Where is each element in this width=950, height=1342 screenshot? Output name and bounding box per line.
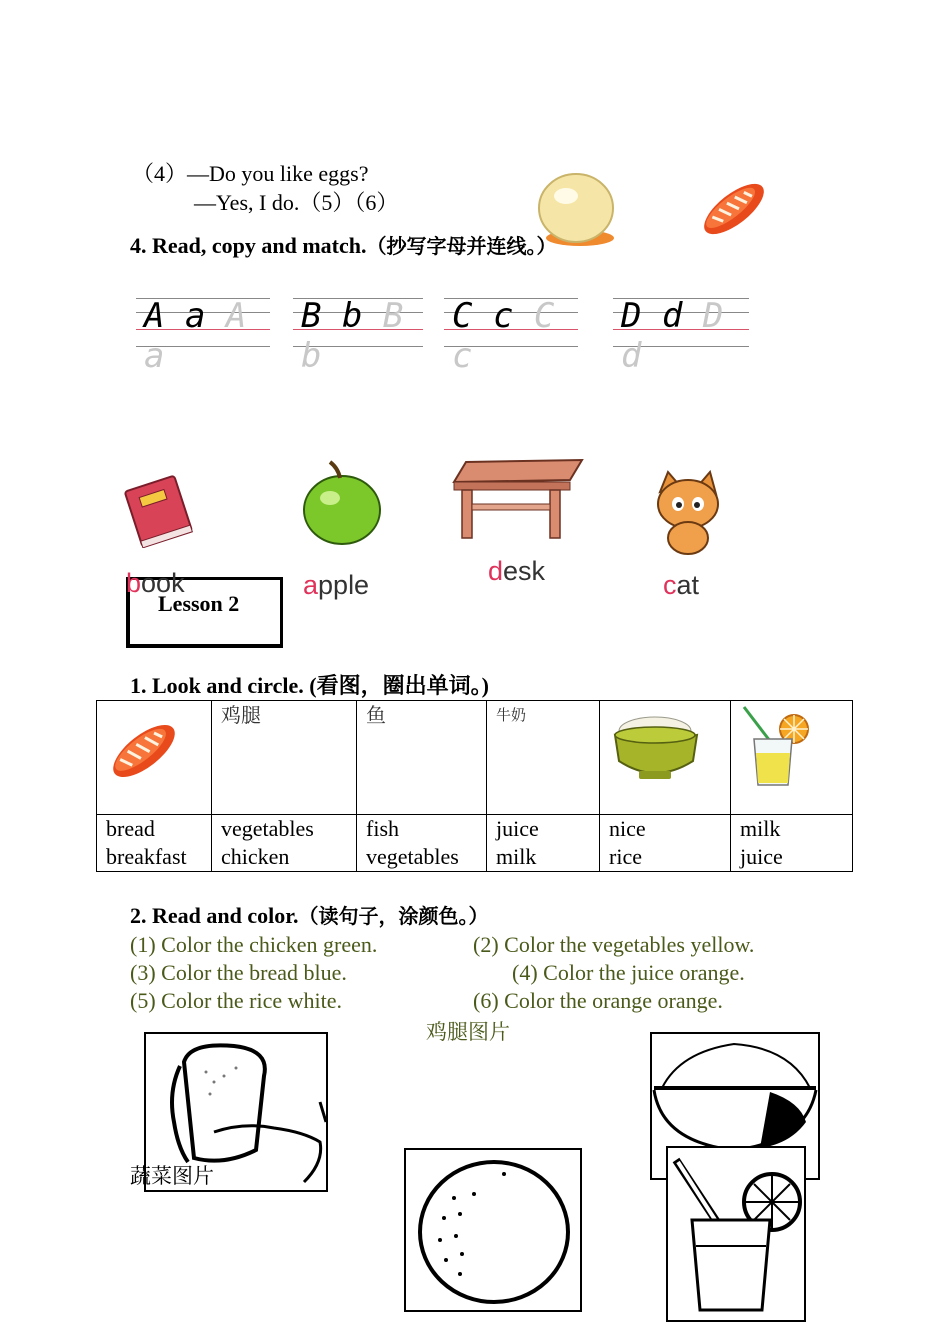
cat-icon — [650, 468, 728, 556]
option-vegetables[interactable]: vegetables — [366, 844, 459, 869]
sentence-5: (5) Color the rice white. — [130, 988, 342, 1013]
juice-glass-icon — [740, 703, 816, 789]
word-apple: apple — [303, 570, 370, 600]
bread-icon — [106, 715, 182, 787]
milk-cell: 牛奶 — [487, 701, 600, 815]
section2-title: 2. Read and color.（读句子，涂颜色。） — [130, 903, 489, 928]
word-desk: desk — [488, 556, 546, 586]
fish-cell: 鱼 — [357, 701, 487, 815]
copy-box-d[interactable]: D d D d — [613, 296, 749, 348]
rice-bowl-icon — [609, 705, 703, 789]
section4-title: 4. Read, copy and match.（抄写字母并连线。） — [130, 233, 557, 258]
sentence-1: (1) Color the chicken green. — [130, 932, 378, 957]
sentence-3: (3) Color the bread blue. — [130, 960, 347, 985]
option-vegetables[interactable]: vegetables — [221, 816, 314, 841]
copy-box-c[interactable]: C c C c — [444, 296, 578, 348]
chicken-placeholder: 鸡腿图片 — [426, 1020, 510, 1044]
option-breakfast[interactable]: breakfast — [106, 844, 187, 869]
options-cell-3 — [357, 815, 487, 872]
option-milk[interactable]: milk — [740, 816, 781, 841]
desk-icon — [452, 456, 584, 544]
option-juice[interactable]: juice — [496, 816, 539, 841]
copy-box-a[interactable]: A a A a — [136, 296, 270, 348]
juice-picture-cell — [731, 701, 853, 815]
orange-coloring-icon[interactable] — [404, 1148, 582, 1312]
sentence-4: (4) Color the juice orange. — [512, 960, 745, 985]
option-juice[interactable]: juice — [740, 844, 783, 869]
sentence-2: (2) Color the vegetables yellow. — [473, 932, 755, 957]
bread-icon — [698, 176, 770, 242]
options-cell-5 — [600, 815, 731, 872]
sentence-6: (6) Color the orange orange. — [473, 988, 723, 1013]
look-and-circle-table — [96, 700, 853, 872]
chicken-leg-cell: 鸡腿 — [212, 701, 357, 815]
juice-coloring-icon[interactable] — [666, 1146, 806, 1322]
rice-picture-cell — [600, 701, 731, 815]
option-nice[interactable]: nice — [609, 816, 646, 841]
apple-icon — [300, 460, 384, 546]
option-fish[interactable]: fish — [366, 816, 399, 841]
word-cat: cat — [663, 570, 700, 600]
options-cell-1 — [97, 815, 212, 872]
section1-title: 1. Look and circle. (看图，圈出单词。) — [130, 673, 489, 698]
options-cell-4 — [487, 815, 600, 872]
option-chicken[interactable]: chicken — [221, 844, 290, 869]
option-bread[interactable]: bread — [106, 816, 155, 841]
options-cell-6 — [731, 815, 853, 872]
lesson-label: Lesson 2 — [158, 591, 240, 616]
dialogue-line-2: —Yes, I do.（5）（6） — [194, 190, 399, 215]
vegetables-placeholder: 蔬菜图片 — [130, 1164, 214, 1188]
option-rice[interactable]: rice — [609, 844, 642, 869]
dialogue-line-1: （4）—Do you like eggs? — [132, 161, 369, 186]
bread-picture-cell — [97, 701, 212, 815]
option-milk[interactable]: milk — [496, 844, 537, 869]
options-cell-2 — [212, 815, 357, 872]
copy-box-b[interactable]: B b B b — [293, 296, 423, 348]
book-icon — [120, 472, 198, 548]
word-book: book — [126, 568, 185, 598]
